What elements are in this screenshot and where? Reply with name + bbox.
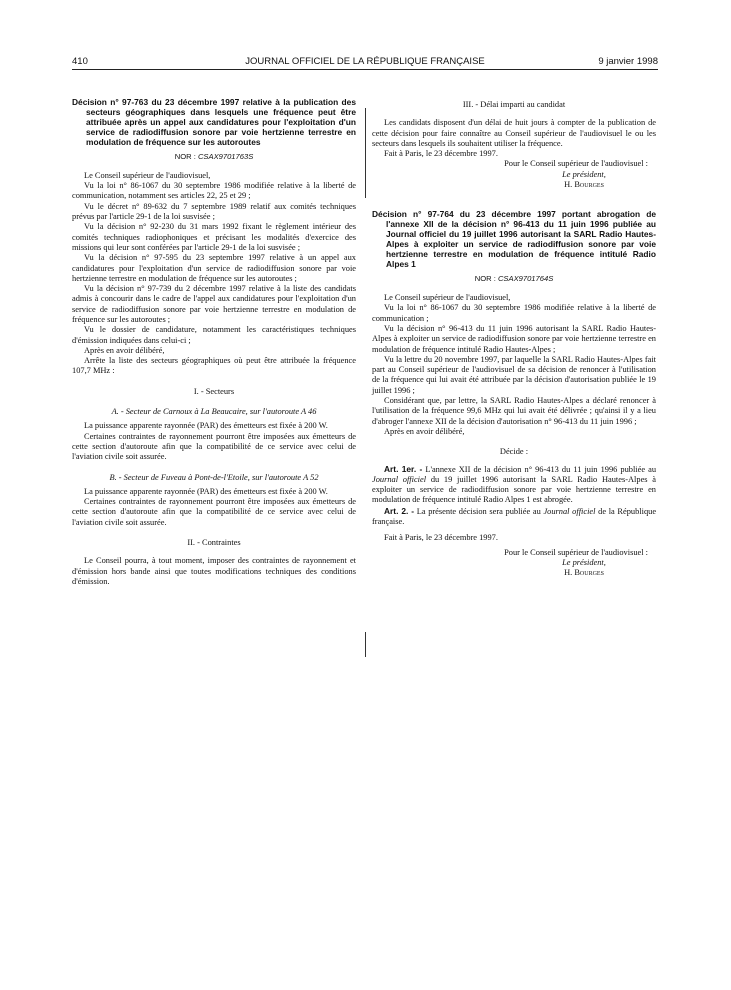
section-heading: I. - Secteurs (193, 386, 235, 396)
paragraph: Considérant que, par lettre, la SARL Radio Hautes-Alpes a déclaré renoncer à l'utilisation de la fréquence 99,6 MHz qui lui avait été délivrée ; qu'ainsi il y a lieu d'abroger l'annexe XII de la décision d'autorisation n° 96-413 du 11 juin 1996 ; (372, 396, 656, 426)
signature-name: H. Bourges (564, 568, 604, 578)
decision-763-title: Décision n° 97-763 du 23 décembre 1997 relative à la publication des secteurs géographiques dans lesquels une fréquence peut être attribuée après un appel aux candidatures pour l'exploitation d'un service de radiodiffusion sonore par voie hertzienne terrestre en modulation de fréquence sur les autoroutes (72, 97, 356, 147)
paragraph: Les candidats disposent d'un délai de huit jours à compter de la publication de cette décision pour faire connaître au Conseil supérieur de l'audiovisuel le ou les secteurs dans lesquels ils souhaitent utiliser la fréquence. (372, 118, 656, 148)
left-column (72, 98, 356, 587)
signature-role: Le président, (562, 169, 606, 179)
sector-a-heading: A. - Secteur de Carnoux à La Beaucaire, sur l'autoroute A 46 (111, 407, 317, 417)
decision-763-nor: NOR : CSAX9701763S (174, 151, 254, 161)
signature-for: Pour le Conseil supérieur de l'audiovisuel : (504, 547, 648, 557)
paragraph: Vu la décision n° 92-230 du 31 mars 1992 fixant le règlement intérieur des comités techniques radiophoniques et précisant les modalités d'exercice des missions qui leur sont conférées par l'article 29-1 de la loi susvisée ; (72, 222, 356, 252)
decision-764-nor: NOR : CSAX9701764S (474, 273, 554, 283)
journal-title: JOURNAL OFFICIEL DE LA RÉPUBLIQUE FRANÇAISE (245, 56, 485, 67)
paragraph: Après en avoir délibéré, (84, 345, 165, 355)
paragraph: Arrête la liste des secteurs géographiques où peut être attribuée la fréquence 107,7 MHz : (72, 356, 356, 376)
paragraph: Vu le dossier de candidature, notamment les caractéristiques techniques d'émission indiquées dans celui-ci ; (72, 325, 356, 345)
paragraph: Le Conseil supérieur de l'audiovisuel, (384, 293, 511, 303)
section-heading: III. - Délai imparti au candidat (462, 100, 566, 109)
issue-date: 9 janvier 1998 (598, 56, 658, 67)
article-1: Art. 1er. - L'annexe XII de la décision n° 96-413 du 11 juin 1996 publiée au Journal officiel du 19 juillet 1996 autorisant la SARL Radio Hautes-Alpes à exploiter un service de radiodiffusion sonore par voie hertzienne terrestre en modulation de fréquence intitulé Radio Alpes 1 est abrogée. (372, 463, 657, 505)
page-number: 410 (72, 56, 88, 67)
paragraph: Le Conseil supérieur de l'audiovisuel, (84, 170, 211, 180)
paragraph: Vu la lettre du 20 novembre 1997, par laquelle la SARL Radio Hautes-Alpes fait part au Conseil supérieur de l'audiovisuel de sa décision de renoncer à l'utilisation de la fréquence qui lui avait été attribuée par la décision d'autorisation publiée le 19 juillet 1996 ; (372, 354, 656, 395)
paragraph: La puissance apparente rayonnée (PAR) des émetteurs est fixée à 200 W. (84, 421, 328, 431)
decide-heading: Décide : (499, 447, 529, 457)
decision-764-title: Décision n° 97-764 du 23 décembre 1997 portant abrogation de l'annexe XII de la décision n° 96-413 du 11 juin 1996 publiée au Journal officiel du 19 juillet 1996 autorisant la SARL Radio Hautes-Alpes à exploiter un service de radiodiffusion sonore par voie hertzienne terrestre en modulation de fréquence intitulé Radio Alpes 1 (372, 209, 656, 269)
done-line: Fait à Paris, le 23 décembre 1997. (384, 533, 498, 543)
signature-role: Le président, (562, 557, 606, 567)
paragraph: Vu la décision n° 97-595 du 23 septembre 1997 relative à un appel aux candidatures pour l'exploitation d'un service de radiodiffusion sonore par voie hertzienne terrestre en modulation de fréquence sur les autoroutes ; (72, 253, 356, 283)
signature-name: H. Bourges (564, 180, 604, 190)
page-header (72, 56, 658, 70)
paragraph: Vu la loi n° 86-1067 du 30 septembre 1986 modifiée relative à la liberté de communication ; (372, 303, 656, 323)
paragraph: Vu la décision n° 96-413 du 11 juin 1996 autorisant la SARL Radio Hautes-Alpes à exploiter un service de radiodiffusion sonore par voie hertzienne terrestre en modulation de fréquence intitulé Radio Hautes-Alpes ; (372, 324, 656, 354)
paragraph: La puissance apparente rayonnée (PAR) des émetteurs est fixée à 200 W. (84, 486, 328, 496)
signature-for: Pour le Conseil supérieur de l'audiovisuel : (504, 159, 648, 169)
paragraph: Le Conseil pourra, à tout moment, imposer des contraintes de rayonnement et d'émission hors bande ainsi que toutes modifications techniques des conditions d'émission. (72, 556, 356, 586)
paragraph: Certaines contraintes de rayonnement pourront être imposées aux émetteurs de cette section d'autoroute afin que la compatibilité de ce service avec celui de l'aviation civile soit assurée. (72, 497, 356, 527)
paragraph: Vu la décision n° 97-739 du 2 décembre 1997 relative à la liste des candidats admis à concourir dans le cadre de l'appel aux candidatures pour l'exploitation d'un service de radiodiffusion sonore par voie hertzienne terrestre en modulation de fréquence sur les autoroutes ; (72, 284, 356, 324)
section-heading: II. - Contraintes (187, 538, 241, 548)
sector-b-heading: B. - Secteur de Fuveau à Pont-de-l'Etoile, sur l'autoroute A 52 (109, 472, 319, 482)
column-divider (365, 632, 366, 657)
done-line: Fait à Paris, le 23 décembre 1997. (384, 149, 498, 159)
paragraph: Certaines contraintes de rayonnement pourront être imposées aux émetteurs de cette section d'autoroute afin que la compatibilité de ce service avec celui de l'aviation civile soit assurée. (72, 431, 356, 462)
paragraph: Vu le décret n° 89-632 du 7 septembre 1989 relatif aux comités techniques prévus par l'article 29-1 de la loi susvisée ; (72, 201, 356, 222)
article-2: Art. 2. - La présente décision sera publiée au Journal officiel de la République française. (372, 505, 657, 527)
column-divider (365, 108, 366, 198)
header-rule (72, 69, 658, 70)
paragraph: Après en avoir délibéré, (384, 426, 465, 436)
right-column (372, 100, 656, 579)
paragraph: Vu la loi n° 86-1067 du 30 septembre 1986 modifiée relative à la liberté de communication, notamment ses articles 22, 25 et 29 ; (72, 181, 356, 201)
